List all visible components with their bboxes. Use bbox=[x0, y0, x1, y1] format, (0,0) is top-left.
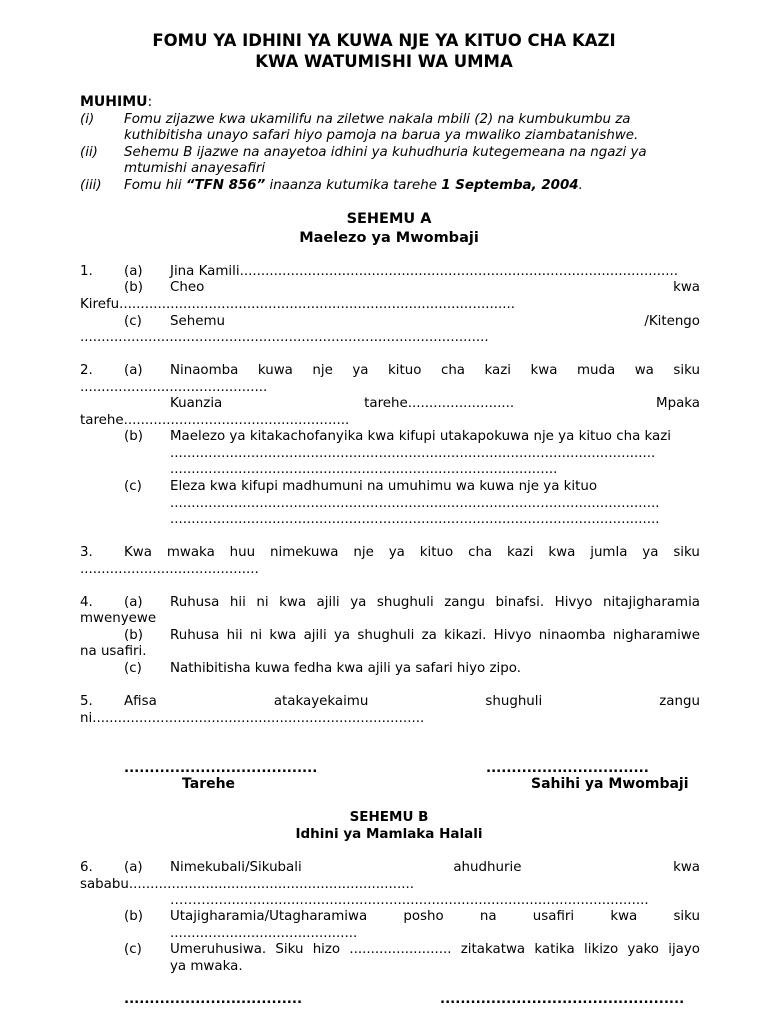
title-field[interactable]: Kirefu............................................................................................. bbox=[80, 297, 516, 312]
authority-date-field[interactable]: ................................... bbox=[124, 992, 303, 1007]
q4a-label: (a) bbox=[124, 595, 143, 610]
form-title-line2: KWA WATUMISHI WA UMMA bbox=[255, 52, 513, 71]
q5-text: Afisa atakayekaimu shughuli zangu bbox=[124, 694, 700, 709]
section-b-heading: SEHEMU B bbox=[349, 809, 429, 825]
days-this-year-field[interactable]: .......................................... bbox=[80, 562, 259, 577]
approve-decline-field[interactable]: Nimekubali/Sikubali bbox=[170, 860, 302, 875]
q3-text: Kwa mwaka huu nimekuwa nje ya kituo cha kazi kwa jumla ya siku bbox=[124, 545, 700, 560]
note-i-line1: Fomu zijazwe kwa ukamilifu na ziletwe nakala mbili (2) na kumbukumbu za bbox=[124, 112, 631, 127]
q1b-label: (b) bbox=[124, 280, 143, 295]
title-field-line1: Cheo kwa bbox=[170, 280, 700, 295]
q4c-text: Nathibitisha kuwa fedha kwa ajili ya safari hiyo zipo. bbox=[170, 661, 521, 676]
q5-number: 5. bbox=[80, 694, 93, 709]
q4b-label: (b) bbox=[124, 628, 143, 643]
q1-number: 1. bbox=[80, 264, 93, 279]
q6b-text: Utajigharamia/Utagharamiwa posho na usafiri kwa siku bbox=[170, 909, 700, 924]
q6c-line2: ya mwaka. bbox=[170, 959, 243, 974]
form-title-line1: FOMU YA IDHINI YA KUWA NJE YA KITUO CHA KAZI bbox=[152, 31, 616, 50]
q1a-label: (a) bbox=[124, 264, 143, 279]
department-field[interactable]: ................................................................................................ bbox=[80, 330, 489, 345]
note-ii-line1: Sehemu B ijazwe na anayetoa idhini ya kuhudhuria kutegemeana na ngazi ya bbox=[124, 145, 647, 160]
q6-number: 6. bbox=[80, 860, 93, 875]
reason-field-line1[interactable]: sababu................................................................... bbox=[80, 877, 415, 892]
start-date-field[interactable]: tarehe......................... bbox=[364, 396, 515, 411]
muhimu-label: MUHIMU bbox=[80, 94, 148, 110]
activity-field-line1[interactable]: .................................................................................................................. bbox=[170, 446, 656, 461]
purpose-field-line1[interactable]: ................................................................................................................... bbox=[170, 496, 660, 511]
department-field-line1: Sehemu /Kitengo bbox=[170, 314, 700, 329]
muhimu-heading: MUHIMU: bbox=[80, 94, 153, 110]
q2a-text: Ninaomba kuwa nje ya kituo cha kazi kwa muda wa siku bbox=[170, 363, 700, 378]
q4a-text: Ruhusa hii ni kwa ajili ya shughuli zangu binafsi. Hivyo nitajigharamia bbox=[170, 595, 700, 610]
q2-number: 2. bbox=[80, 363, 93, 378]
section-b-subheading: Idhini ya Mamlaka Halali bbox=[295, 826, 483, 842]
reason-field-line2[interactable]: ………....................................................................................................... bbox=[170, 893, 649, 908]
form-number: “TFN 856” bbox=[185, 178, 266, 193]
date-label: Tarehe bbox=[182, 776, 236, 792]
q6a-text: Nimekubali/Sikubali ahudhurie kwa bbox=[170, 860, 700, 875]
q2b-text: Maelezo ya kitakachofanyika kwa kifupi utakapokuwa nje ya kituo cha kazi bbox=[170, 429, 672, 444]
q4b-text: Ruhusa hii ni kwa ajili ya shughuli za kikazi. Hivyo ninaomba nigharamiwe bbox=[170, 628, 700, 643]
q2c-text: Eleza kwa kifupi madhumuni na umuhimu wa kuwa nje ya kituo bbox=[170, 479, 598, 494]
note-iii-number: (iii) bbox=[80, 178, 102, 193]
acting-officer-field[interactable]: ni.............................................................................. bbox=[80, 711, 425, 726]
authority-signature-field[interactable]: ................................................ bbox=[440, 992, 685, 1007]
q3-number: 3. bbox=[80, 545, 93, 560]
note-ii-line2: mtumishi anayesafiri bbox=[124, 161, 266, 176]
activity-field-line2[interactable]: ........................................................................................... bbox=[170, 462, 558, 477]
applicant-date-field[interactable]: ...................................... bbox=[124, 761, 318, 776]
q6c-text: Umeruhusiwa. Siku hizo ........................ zitakatwa katika likizo yako ijayo bbox=[170, 942, 700, 957]
days-field[interactable]: ............................................ bbox=[80, 380, 268, 395]
q6a-label: (a) bbox=[124, 860, 143, 875]
q4a-line2: mwenyewe bbox=[80, 611, 157, 626]
q6b-label: (b) bbox=[124, 909, 143, 924]
date-range-line: Kuanzia tarehe......................... Mpaka bbox=[170, 396, 700, 411]
note-i-number: (i) bbox=[80, 112, 95, 127]
funding-choice-field[interactable]: Utajigharamia/Utagharamiwa bbox=[170, 909, 368, 924]
note-i-line2: kuthibitisha unayo safari hiyo pamoja na barua ya mwaliko ziambatanishwe. bbox=[124, 128, 639, 143]
q1c-label: (c) bbox=[124, 314, 142, 329]
end-date-field[interactable]: tarehe..................................................... bbox=[80, 413, 350, 428]
q4-number: 4. bbox=[80, 595, 93, 610]
q2b-label: (b) bbox=[124, 429, 143, 444]
note-iii-text: Fomu hii “TFN 856” inaanza kutumika tarehe 1 Septemba, 2004. bbox=[124, 178, 583, 193]
applicant-signature-label: Sahihi ya Mwombaji bbox=[531, 776, 689, 792]
q2a-label: (a) bbox=[124, 363, 143, 378]
q6c-label: (c) bbox=[124, 942, 142, 957]
q4c-label: (c) bbox=[124, 661, 142, 676]
applicant-signature-field[interactable]: ................................ bbox=[486, 761, 649, 776]
allowance-days-field[interactable]: ............................................ bbox=[170, 926, 358, 941]
note-ii-number: (ii) bbox=[80, 145, 98, 160]
q2c-label: (c) bbox=[124, 479, 142, 494]
section-a-heading: SEHEMU A bbox=[346, 211, 432, 227]
effective-date: 1 Septemba, 2004 bbox=[441, 178, 579, 193]
q4b-line2: na usafiri. bbox=[80, 644, 147, 659]
purpose-field-line2[interactable]: ................................................................................................................... bbox=[170, 512, 660, 527]
full-name-field[interactable]: Jina Kamili....................................................................................................... bbox=[170, 264, 678, 279]
section-a-subheading: Maelezo ya Mwombaji bbox=[299, 230, 479, 246]
